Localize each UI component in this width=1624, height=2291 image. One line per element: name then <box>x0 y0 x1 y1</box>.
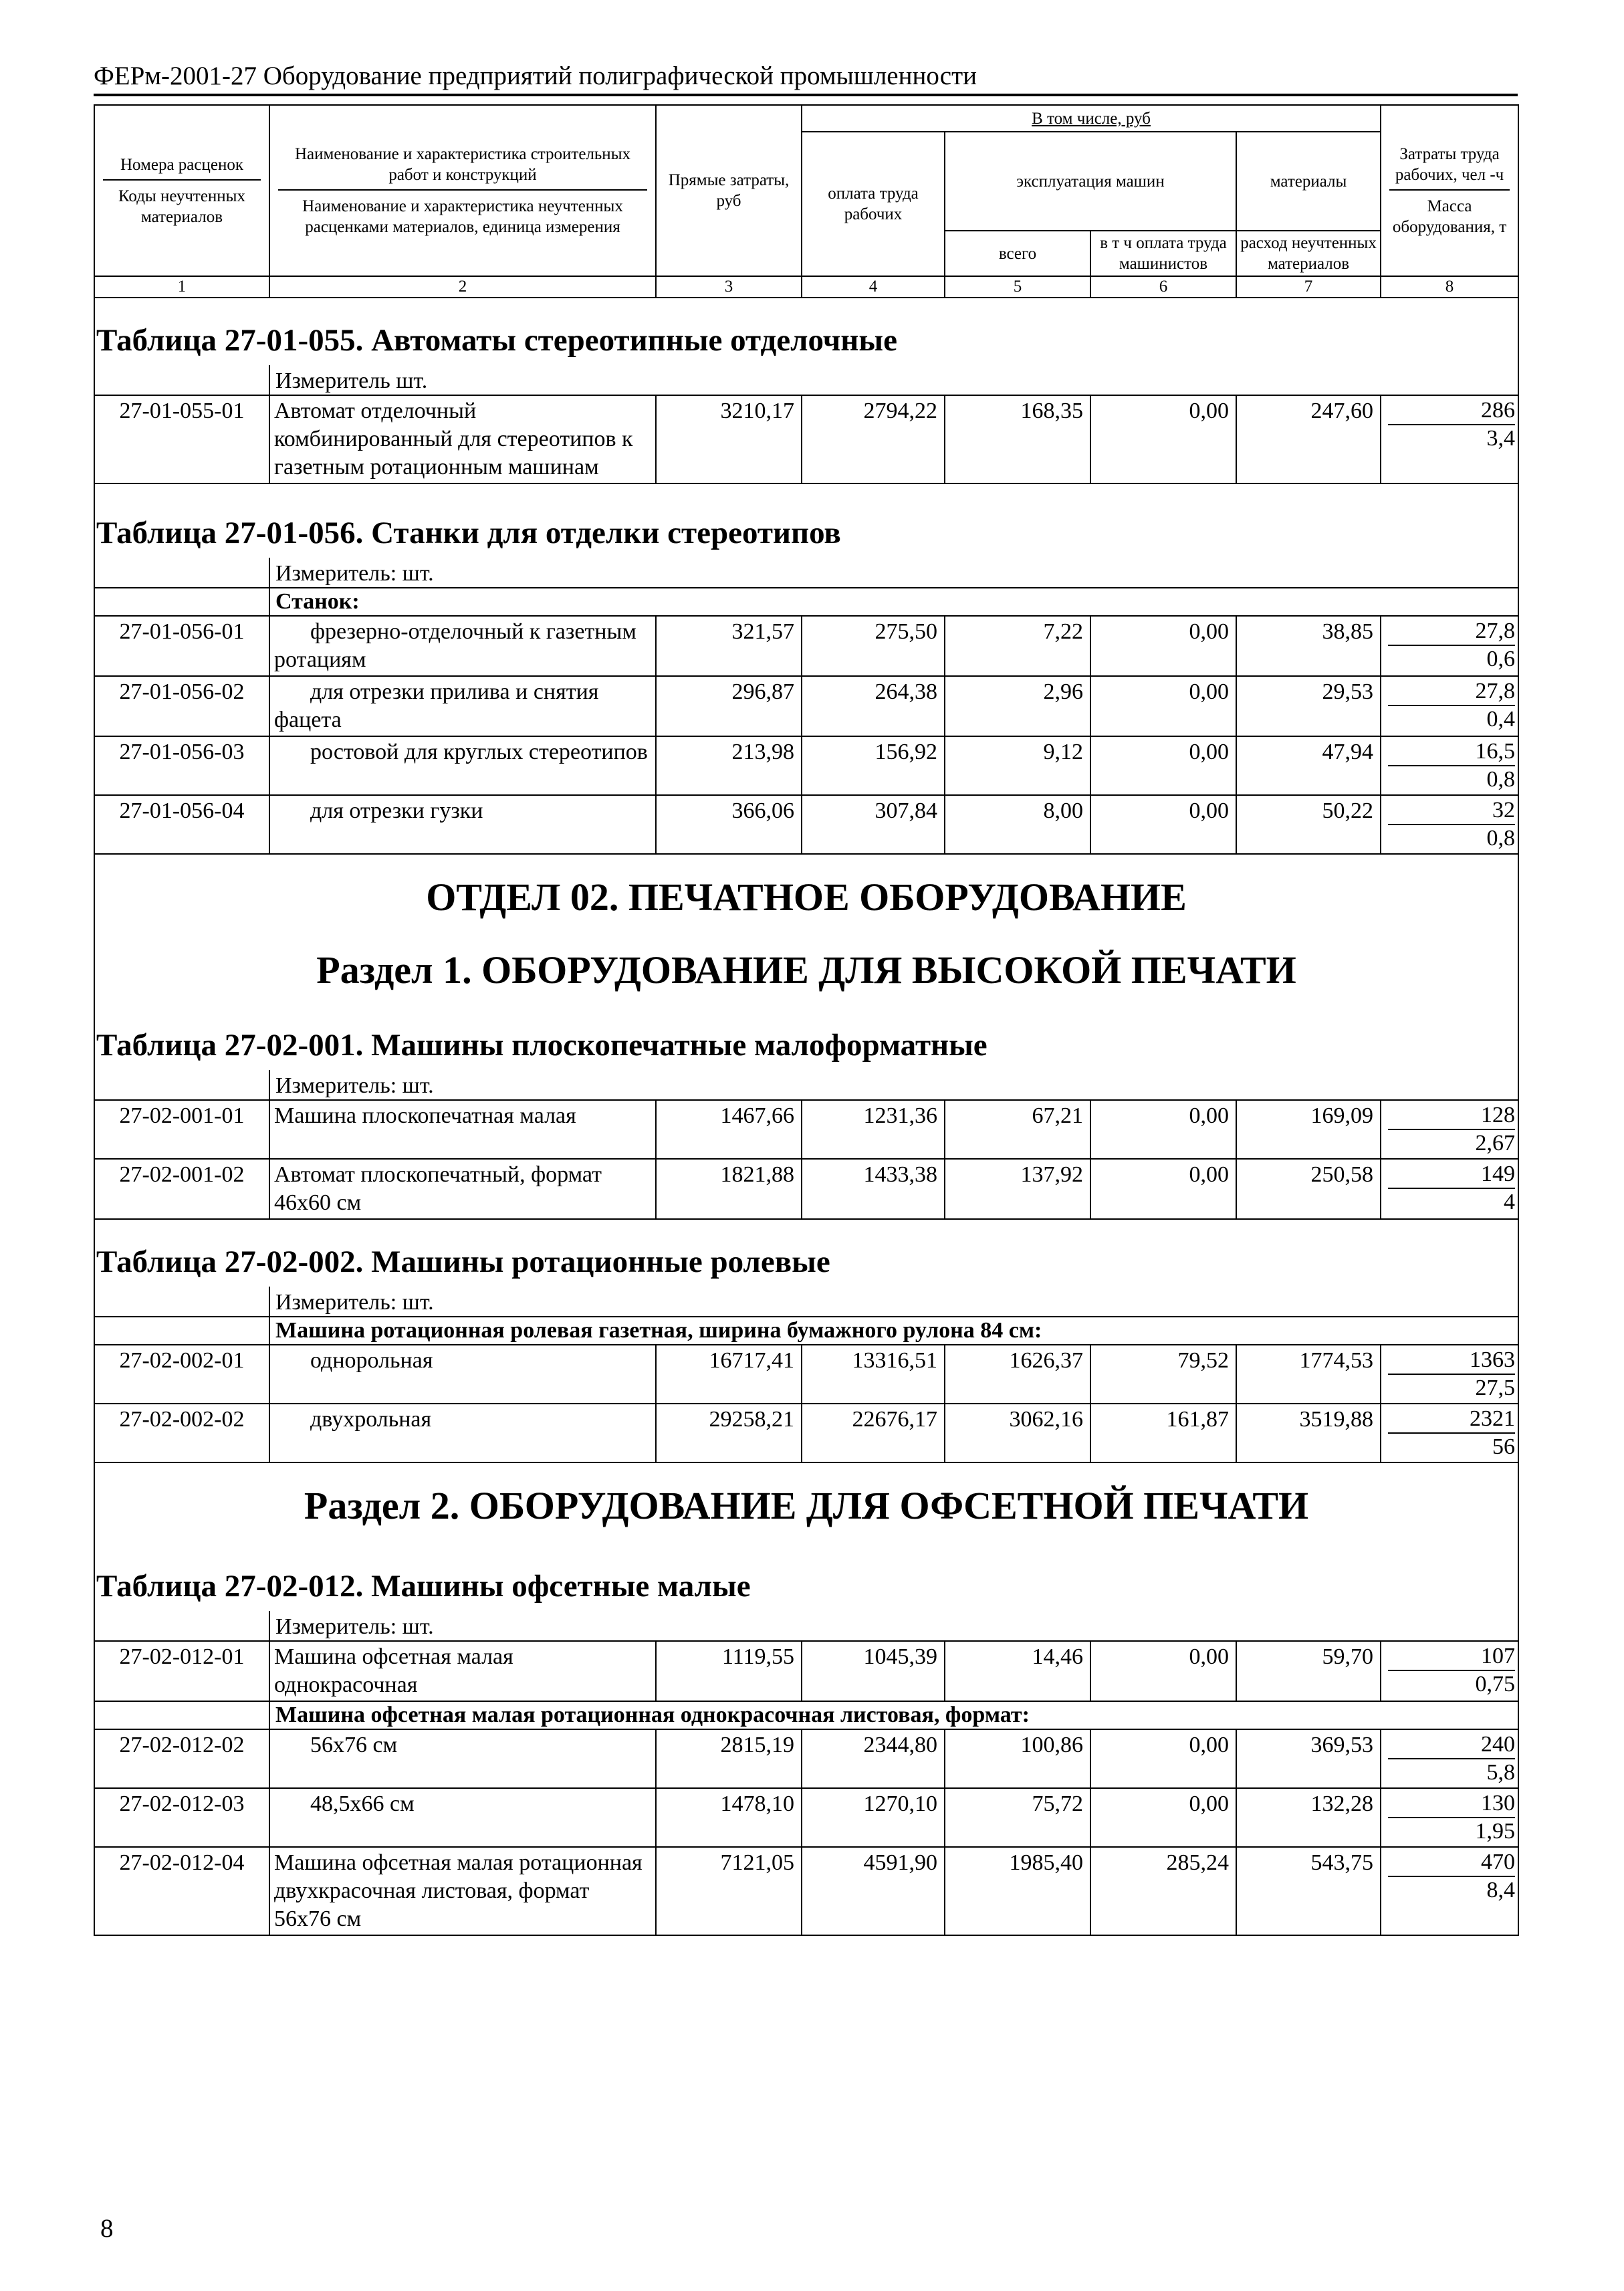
page-number: 8 <box>100 2214 114 2243</box>
machine-total: 9,12 <box>945 736 1090 795</box>
header-col2 <box>269 105 656 276</box>
rate-code: 27-02-002-02 <box>94 1404 269 1462</box>
header-col1-bottom: Коды неучтенных материалов <box>118 187 245 226</box>
labor-mass-cell <box>1381 1641 1518 1701</box>
machinist-wage: 0,00 <box>1090 1159 1236 1219</box>
header-col8-bottom: Масса оборудования, т <box>1392 197 1507 236</box>
section-2-heading-block <box>94 1462 1518 1544</box>
table-row <box>94 395 1518 483</box>
worker-wage: 156,92 <box>802 736 945 795</box>
rate-name: однорольная <box>269 1345 656 1404</box>
labor-mass-cell <box>1381 795 1518 854</box>
table-27-02-001 <box>94 1003 1518 1219</box>
labor-hours: 27,8 <box>1388 618 1515 646</box>
machinist-wage: 79,52 <box>1090 1345 1236 1404</box>
column-numbers-row <box>94 276 1518 298</box>
rate-code: 27-02-012-03 <box>94 1788 269 1847</box>
machine-total: 7,22 <box>945 616 1090 676</box>
equipment-mass: 4 <box>1504 1190 1516 1214</box>
rate-code: 27-01-056-04 <box>94 795 269 854</box>
column-number: 5 <box>945 276 1090 298</box>
materials-cost: 29,53 <box>1236 676 1381 736</box>
rate-name: 48,5х66 см <box>269 1788 656 1847</box>
machine-total: 168,35 <box>945 395 1090 483</box>
rate-name: Машина офсетная малая однокрасочная <box>269 1641 656 1701</box>
header-col7: расход неучтенных материалов <box>1236 231 1381 276</box>
header-incl: В том числе, руб <box>802 105 1381 132</box>
machine-total: 100,86 <box>945 1729 1090 1788</box>
machine-total: 1985,40 <box>945 1847 1090 1935</box>
materials-cost: 59,70 <box>1236 1641 1381 1701</box>
rate-code: 27-02-012-04 <box>94 1847 269 1935</box>
labor-hours: 128 <box>1388 1102 1515 1130</box>
worker-wage: 1045,39 <box>802 1641 945 1701</box>
header-col2-top: Наименование и характеристика строительных работ и конструкций <box>278 144 647 191</box>
materials-cost: 250,58 <box>1236 1159 1381 1219</box>
machine-total: 67,21 <box>945 1100 1090 1159</box>
machine-total: 3062,16 <box>945 1404 1090 1462</box>
machinist-wage: 0,00 <box>1090 1729 1236 1788</box>
materials-cost: 132,28 <box>1236 1788 1381 1847</box>
table-row <box>94 1159 1518 1219</box>
worker-wage: 1433,38 <box>802 1159 945 1219</box>
materials-cost: 50,22 <box>1236 795 1381 854</box>
worker-wage: 13316,51 <box>802 1345 945 1404</box>
machinist-wage: 0,00 <box>1090 395 1236 483</box>
table-27-02-012 <box>94 1544 1518 1935</box>
table-row <box>94 1641 1518 1701</box>
table-row <box>94 795 1518 854</box>
labor-hours: 130 <box>1388 1790 1515 1818</box>
equipment-mass: 0,6 <box>1486 647 1516 671</box>
direct-cost: 1821,88 <box>656 1159 802 1219</box>
machinist-wage: 0,00 <box>1090 736 1236 795</box>
column-number: 7 <box>1236 276 1381 298</box>
table-row <box>94 676 1518 736</box>
labor-mass-cell <box>1381 1729 1518 1788</box>
direct-cost: 1467,66 <box>656 1100 802 1159</box>
table-row <box>94 1788 1518 1847</box>
labor-mass-cell <box>1381 1159 1518 1219</box>
worker-wage: 275,50 <box>802 616 945 676</box>
labor-hours: 32 <box>1388 797 1515 825</box>
table-title: Таблица 27-02-012. Машины офсетные малые <box>94 1544 1518 1611</box>
header-col4: оплата труда рабочих <box>802 132 945 276</box>
equipment-mass: 0,8 <box>1486 767 1516 792</box>
equipment-mass: 56 <box>1492 1434 1516 1459</box>
machinist-wage: 0,00 <box>1090 1641 1236 1701</box>
labor-hours: 1363 <box>1388 1347 1515 1375</box>
machine-total: 1626,37 <box>945 1345 1090 1404</box>
direct-cost: 16717,41 <box>656 1345 802 1404</box>
equipment-mass: 3,4 <box>1486 426 1516 451</box>
labor-hours: 470 <box>1388 1849 1515 1877</box>
table-title: Таблица 27-01-056. Станки для отделки стереотипов <box>94 483 1518 558</box>
rate-name: для отрезки прилива и снятия фацета <box>269 676 656 736</box>
worker-wage: 307,84 <box>802 795 945 854</box>
table-row <box>94 1404 1518 1462</box>
table-row <box>94 616 1518 676</box>
worker-wage: 4591,90 <box>802 1847 945 1935</box>
equipment-mass: 0,4 <box>1486 707 1516 732</box>
equipment-mass: 8,4 <box>1486 1878 1516 1902</box>
unit-label: Измеритель: шт. <box>269 1070 1518 1100</box>
page <box>94 60 1518 1936</box>
column-number: 4 <box>802 276 945 298</box>
unit-label: Измеритель: шт. <box>269 1287 1518 1317</box>
direct-cost: 213,98 <box>656 736 802 795</box>
labor-mass-cell <box>1381 736 1518 795</box>
column-number: 1 <box>94 276 269 298</box>
header-col5: всего <box>945 231 1090 276</box>
rate-name: Машина плоскопечатная малая <box>269 1100 656 1159</box>
equipment-mass: 1,95 <box>1475 1819 1516 1844</box>
column-number: 3 <box>656 276 802 298</box>
rate-code: 27-02-001-02 <box>94 1159 269 1219</box>
direct-cost: 366,06 <box>656 795 802 854</box>
column-number: 8 <box>1381 276 1518 298</box>
labor-hours: 240 <box>1388 1731 1515 1759</box>
labor-hours: 16,5 <box>1388 738 1515 766</box>
rate-name: Автомат плоскопечатный, формат 46х60 см <box>269 1159 656 1219</box>
header-col8 <box>1381 105 1518 276</box>
machine-total: 2,96 <box>945 676 1090 736</box>
rate-code: 27-02-012-02 <box>94 1729 269 1788</box>
table-27-01-056 <box>94 483 1518 854</box>
direct-cost: 321,57 <box>656 616 802 676</box>
rate-code: 27-02-012-01 <box>94 1641 269 1701</box>
header-col3: Прямые затраты, руб <box>656 105 802 276</box>
table-row <box>94 736 1518 795</box>
unit-label: Измеритель: шт. <box>269 558 1518 588</box>
labor-mass-cell <box>1381 676 1518 736</box>
worker-wage: 2344,80 <box>802 1729 945 1788</box>
worker-wage: 1270,10 <box>802 1788 945 1847</box>
equipment-mass: 0,75 <box>1475 1672 1516 1697</box>
worker-wage: 1231,36 <box>802 1100 945 1159</box>
running-title: ФЕРм-2001-27 Оборудование предприятий полиграфической промышленности <box>94 60 1518 96</box>
equipment-mass: 2,67 <box>1475 1131 1516 1156</box>
header-col2-bottom: Наименование и характеристика неучтенных расценками материалов, единица измерения <box>302 197 623 236</box>
rate-code: 27-01-055-01 <box>94 395 269 483</box>
labor-hours: 149 <box>1388 1161 1515 1189</box>
machine-total: 137,92 <box>945 1159 1090 1219</box>
machinist-wage: 0,00 <box>1090 795 1236 854</box>
header-col1 <box>94 105 269 276</box>
labor-mass-cell <box>1381 616 1518 676</box>
machine-total: 14,46 <box>945 1641 1090 1701</box>
rate-name: 56х76 см <box>269 1729 656 1788</box>
materials-cost: 543,75 <box>1236 1847 1381 1935</box>
table-title: Таблица 27-02-001. Машины плоскопечатные малоформатные <box>94 1003 1518 1070</box>
table-row <box>94 1100 1518 1159</box>
header-machines: эксплуатация машин <box>945 132 1236 231</box>
direct-cost: 3210,17 <box>656 395 802 483</box>
equipment-mass: 5,8 <box>1486 1760 1516 1785</box>
direct-cost: 1119,55 <box>656 1641 802 1701</box>
machine-total: 75,72 <box>945 1788 1090 1847</box>
machinist-wage: 285,24 <box>1090 1847 1236 1935</box>
direct-cost: 29258,21 <box>656 1404 802 1462</box>
labor-mass-cell <box>1381 1788 1518 1847</box>
materials-cost: 169,09 <box>1236 1100 1381 1159</box>
header-col1-top: Номера расценок <box>103 154 261 181</box>
machinist-wage: 0,00 <box>1090 1100 1236 1159</box>
direct-cost: 2815,19 <box>656 1729 802 1788</box>
rate-code: 27-01-056-02 <box>94 676 269 736</box>
materials-cost: 247,60 <box>1236 395 1381 483</box>
table-title: Таблица 27-02-002. Машины ротационные ролевые <box>94 1219 1518 1287</box>
group-heading: Машина ротационная ролевая газетная, ширина бумажного рулона 84 см: <box>269 1317 1518 1345</box>
rate-name: двухрольная <box>269 1404 656 1462</box>
materials-cost: 38,85 <box>1236 616 1381 676</box>
department-heading-block <box>94 854 1518 1003</box>
department-heading: ОТДЕЛ 02. ПЕЧАТНОЕ ОБОРУДОВАНИЕ <box>94 854 1518 936</box>
table-title: Таблица 27-01-055. Автоматы стереотипные отделочные <box>94 298 1518 365</box>
worker-wage: 22676,17 <box>802 1404 945 1462</box>
section-heading: Раздел 1. ОБОРУДОВАНИЕ ДЛЯ ВЫСОКОЙ ПЕЧАТИ <box>94 936 1518 1003</box>
labor-hours: 286 <box>1388 397 1515 425</box>
worker-wage: 264,38 <box>802 676 945 736</box>
machine-total: 8,00 <box>945 795 1090 854</box>
unit-label: Измеритель шт. <box>269 365 1518 395</box>
machinist-wage: 0,00 <box>1090 616 1236 676</box>
equipment-mass: 0,8 <box>1486 826 1516 851</box>
direct-cost: 296,87 <box>656 676 802 736</box>
rate-code: 27-01-056-03 <box>94 736 269 795</box>
rate-name: для отрезки гузки <box>269 795 656 854</box>
table-row <box>94 1345 1518 1404</box>
group-heading: Станок: <box>269 588 1518 616</box>
direct-cost: 7121,05 <box>656 1847 802 1935</box>
materials-cost: 1774,53 <box>1236 1345 1381 1404</box>
labor-mass-cell <box>1381 395 1518 483</box>
rate-code: 27-02-002-01 <box>94 1345 269 1404</box>
table-row <box>94 1729 1518 1788</box>
rate-name: фрезерно-отделочный к газетным ротациям <box>269 616 656 676</box>
materials-cost: 47,94 <box>1236 736 1381 795</box>
machinist-wage: 0,00 <box>1090 1788 1236 1847</box>
labor-mass-cell <box>1381 1100 1518 1159</box>
rates-table <box>94 104 1519 1936</box>
table-27-02-002 <box>94 1219 1518 1462</box>
rate-name: Автомат отделочный комбинированный для стереотипов к газетным ротационным машинам <box>269 395 656 483</box>
group-heading: Машина офсетная малая ротационная однокрасочная листовая, формат: <box>269 1701 1518 1729</box>
machinist-wage: 0,00 <box>1090 676 1236 736</box>
machinist-wage: 161,87 <box>1090 1404 1236 1462</box>
equipment-mass: 27,5 <box>1475 1376 1516 1400</box>
worker-wage: 2794,22 <box>802 395 945 483</box>
labor-hours: 2321 <box>1388 1406 1515 1434</box>
rate-code: 27-01-056-01 <box>94 616 269 676</box>
header-col8-top: Затраты труда рабочих, чел -ч <box>1389 144 1510 191</box>
header-col6: в т ч оплата труда машинистов <box>1090 231 1236 276</box>
direct-cost: 1478,10 <box>656 1788 802 1847</box>
labor-mass-cell <box>1381 1847 1518 1935</box>
rate-name: ростовой для круглых стереотипов <box>269 736 656 795</box>
labor-mass-cell <box>1381 1404 1518 1462</box>
column-number: 2 <box>269 276 656 298</box>
labor-mass-cell <box>1381 1345 1518 1404</box>
labor-hours: 27,8 <box>1388 678 1515 706</box>
section-heading: Раздел 2. ОБОРУДОВАНИЕ ДЛЯ ОФСЕТНОЙ ПЕЧАТИ <box>94 1462 1518 1544</box>
labor-hours: 107 <box>1388 1643 1515 1671</box>
materials-cost: 3519,88 <box>1236 1404 1381 1462</box>
materials-cost: 369,53 <box>1236 1729 1381 1788</box>
table-27-01-055 <box>94 298 1518 483</box>
rate-name: Машина офсетная малая ротационная двухкрасочная листовая, формат 56х76 см <box>269 1847 656 1935</box>
unit-label: Измеритель: шт. <box>269 1611 1518 1641</box>
header-materials: материалы <box>1236 132 1381 231</box>
table-row <box>94 1847 1518 1935</box>
column-number: 6 <box>1090 276 1236 298</box>
rate-code: 27-02-001-01 <box>94 1100 269 1159</box>
